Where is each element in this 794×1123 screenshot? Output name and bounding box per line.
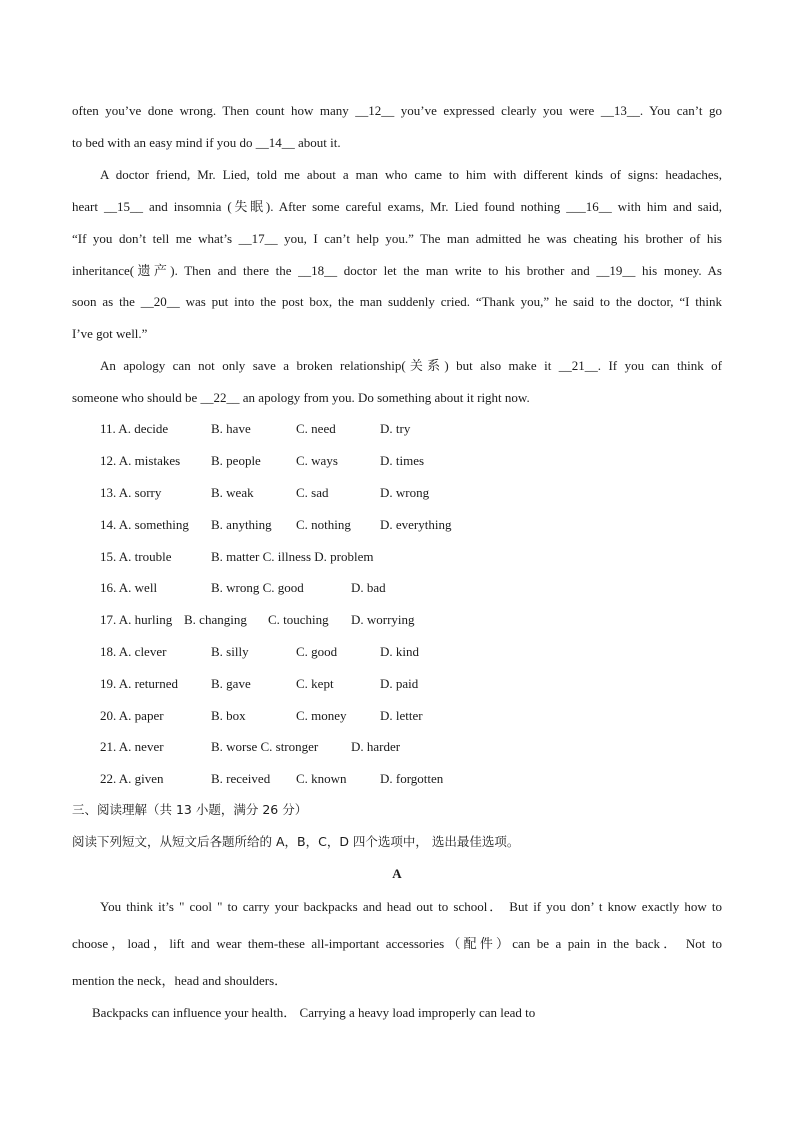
question-option-a: 18. A. clever — [100, 644, 167, 659]
question-option-b: B. changing — [184, 612, 247, 627]
question-option-d: D. kind — [380, 644, 419, 659]
question-option-a: 16. A. well — [100, 580, 158, 595]
reading-line-1: You think it’s " cool " to carry your backpacks and head out to school． But if you don’ t know exactly how to — [100, 899, 722, 914]
question-option-b: B. worse C. stronger — [211, 739, 319, 754]
reading-line-2: choose，load，lift and wear them-these all-important accessories（配件）can be a pain in the back． Not to — [72, 936, 722, 951]
reading-line-3: mention the neck，head and shoulders． — [72, 973, 288, 988]
passage-line-6: inheritance(遗产). Then and there the __18__ doctor let the man write to his brother and __19__ his money. As — [72, 263, 722, 278]
reading-line-4: Backpacks can influence your health． Carrying a heavy load improperly can lead to — [92, 1005, 536, 1020]
passage-line-1: often you’ve done wrong. Then count how many __12__ you’ve expressed clearly you were __13__. You can’t go — [72, 103, 722, 118]
passage-line-7: soon as the __20__ was put into the post box, the man suddenly cried. “Thank you,” he said to the doctor, “I think — [72, 294, 722, 309]
passage-line-9: An apology can not only save a broken relationship(关系) but also make it __21__. If you can think of — [100, 358, 722, 373]
question-option-c: C. need — [296, 421, 336, 436]
question-option-b: B. wrong C. good — [211, 580, 304, 595]
question-option-b: B. anything — [211, 517, 272, 532]
question-option-d: D. harder — [351, 739, 401, 754]
question-option-b: B. box — [211, 708, 246, 723]
passage-line-8: I’ve got well.” — [72, 326, 148, 341]
question-option-d: D. worrying — [351, 612, 415, 627]
question-option-a: 11. A. decide — [100, 421, 169, 436]
question-option-c: C. nothing — [296, 517, 351, 532]
question-option-d: D. bad — [351, 580, 386, 595]
question-option-c: C. ways — [296, 453, 338, 468]
question-option-a: 20. A. paper — [100, 708, 164, 723]
question-option-c: C. kept — [296, 676, 334, 691]
question-option-c: C. money — [296, 708, 347, 723]
question-option-d: D. letter — [380, 708, 423, 723]
section-heading: 三、阅读理解（共 13 小题，满分 26 分） — [72, 802, 308, 817]
question-option-a: 14. A. something — [100, 517, 189, 532]
question-option-a: 12. A. mistakes — [100, 453, 181, 468]
passage-line-4: heart __15__ and insomnia (失眠). After some careful exams, Mr. Lied found nothing ___16__ with him and said, — [72, 199, 722, 214]
question-option-c: C. sad — [296, 485, 329, 500]
question-option-d: D. times — [380, 453, 425, 468]
question-option-d: D. forgotten — [380, 771, 444, 786]
question-option-b: B. matter C. illness D. problem — [211, 549, 374, 564]
passage-line-5: “If you don’t tell me what’s __17__ you, I can’t help you.” The man admitted he was cheating his brother of his — [72, 231, 722, 246]
question-option-a: 19. A. returned — [100, 676, 178, 691]
question-option-d: D. wrong — [380, 485, 430, 500]
question-option-b: B. received — [211, 771, 271, 786]
question-option-b: B. people — [211, 453, 261, 468]
question-option-d: D. paid — [380, 676, 419, 691]
question-option-c: C. good — [296, 644, 338, 659]
question-option-c: C. touching — [268, 612, 329, 627]
part-title: A — [392, 866, 402, 881]
question-option-a: 22. A. given — [100, 771, 164, 786]
passage-line-3: A doctor friend, Mr. Lied, told me about a man who came to him with different kinds of signs: headaches, — [100, 167, 722, 182]
question-option-b: B. gave — [211, 676, 251, 691]
passage-line-2: to bed with an easy mind if you do __14__ about it. — [72, 135, 341, 150]
question-option-b: B. weak — [211, 485, 254, 500]
question-option-a: 13. A. sorry — [100, 485, 162, 500]
question-option-b: B. silly — [211, 644, 249, 659]
question-option-a: 21. A. never — [100, 739, 164, 754]
question-option-a: 17. A. hurling — [100, 612, 173, 627]
passage-line-10: someone who should be __22__ an apology from you. Do something about it right now. — [72, 390, 530, 405]
question-option-a: 15. A. trouble — [100, 549, 172, 564]
question-option-d: D. everything — [380, 517, 452, 532]
question-option-d: D. try — [380, 421, 411, 436]
question-option-b: B. have — [211, 421, 251, 436]
section-instruction: 阅读下列短文，从短文后各题所给的 A，B，C，D 四个选项中， 选出最佳选项。 — [72, 834, 520, 849]
question-option-c: C. known — [296, 771, 347, 786]
